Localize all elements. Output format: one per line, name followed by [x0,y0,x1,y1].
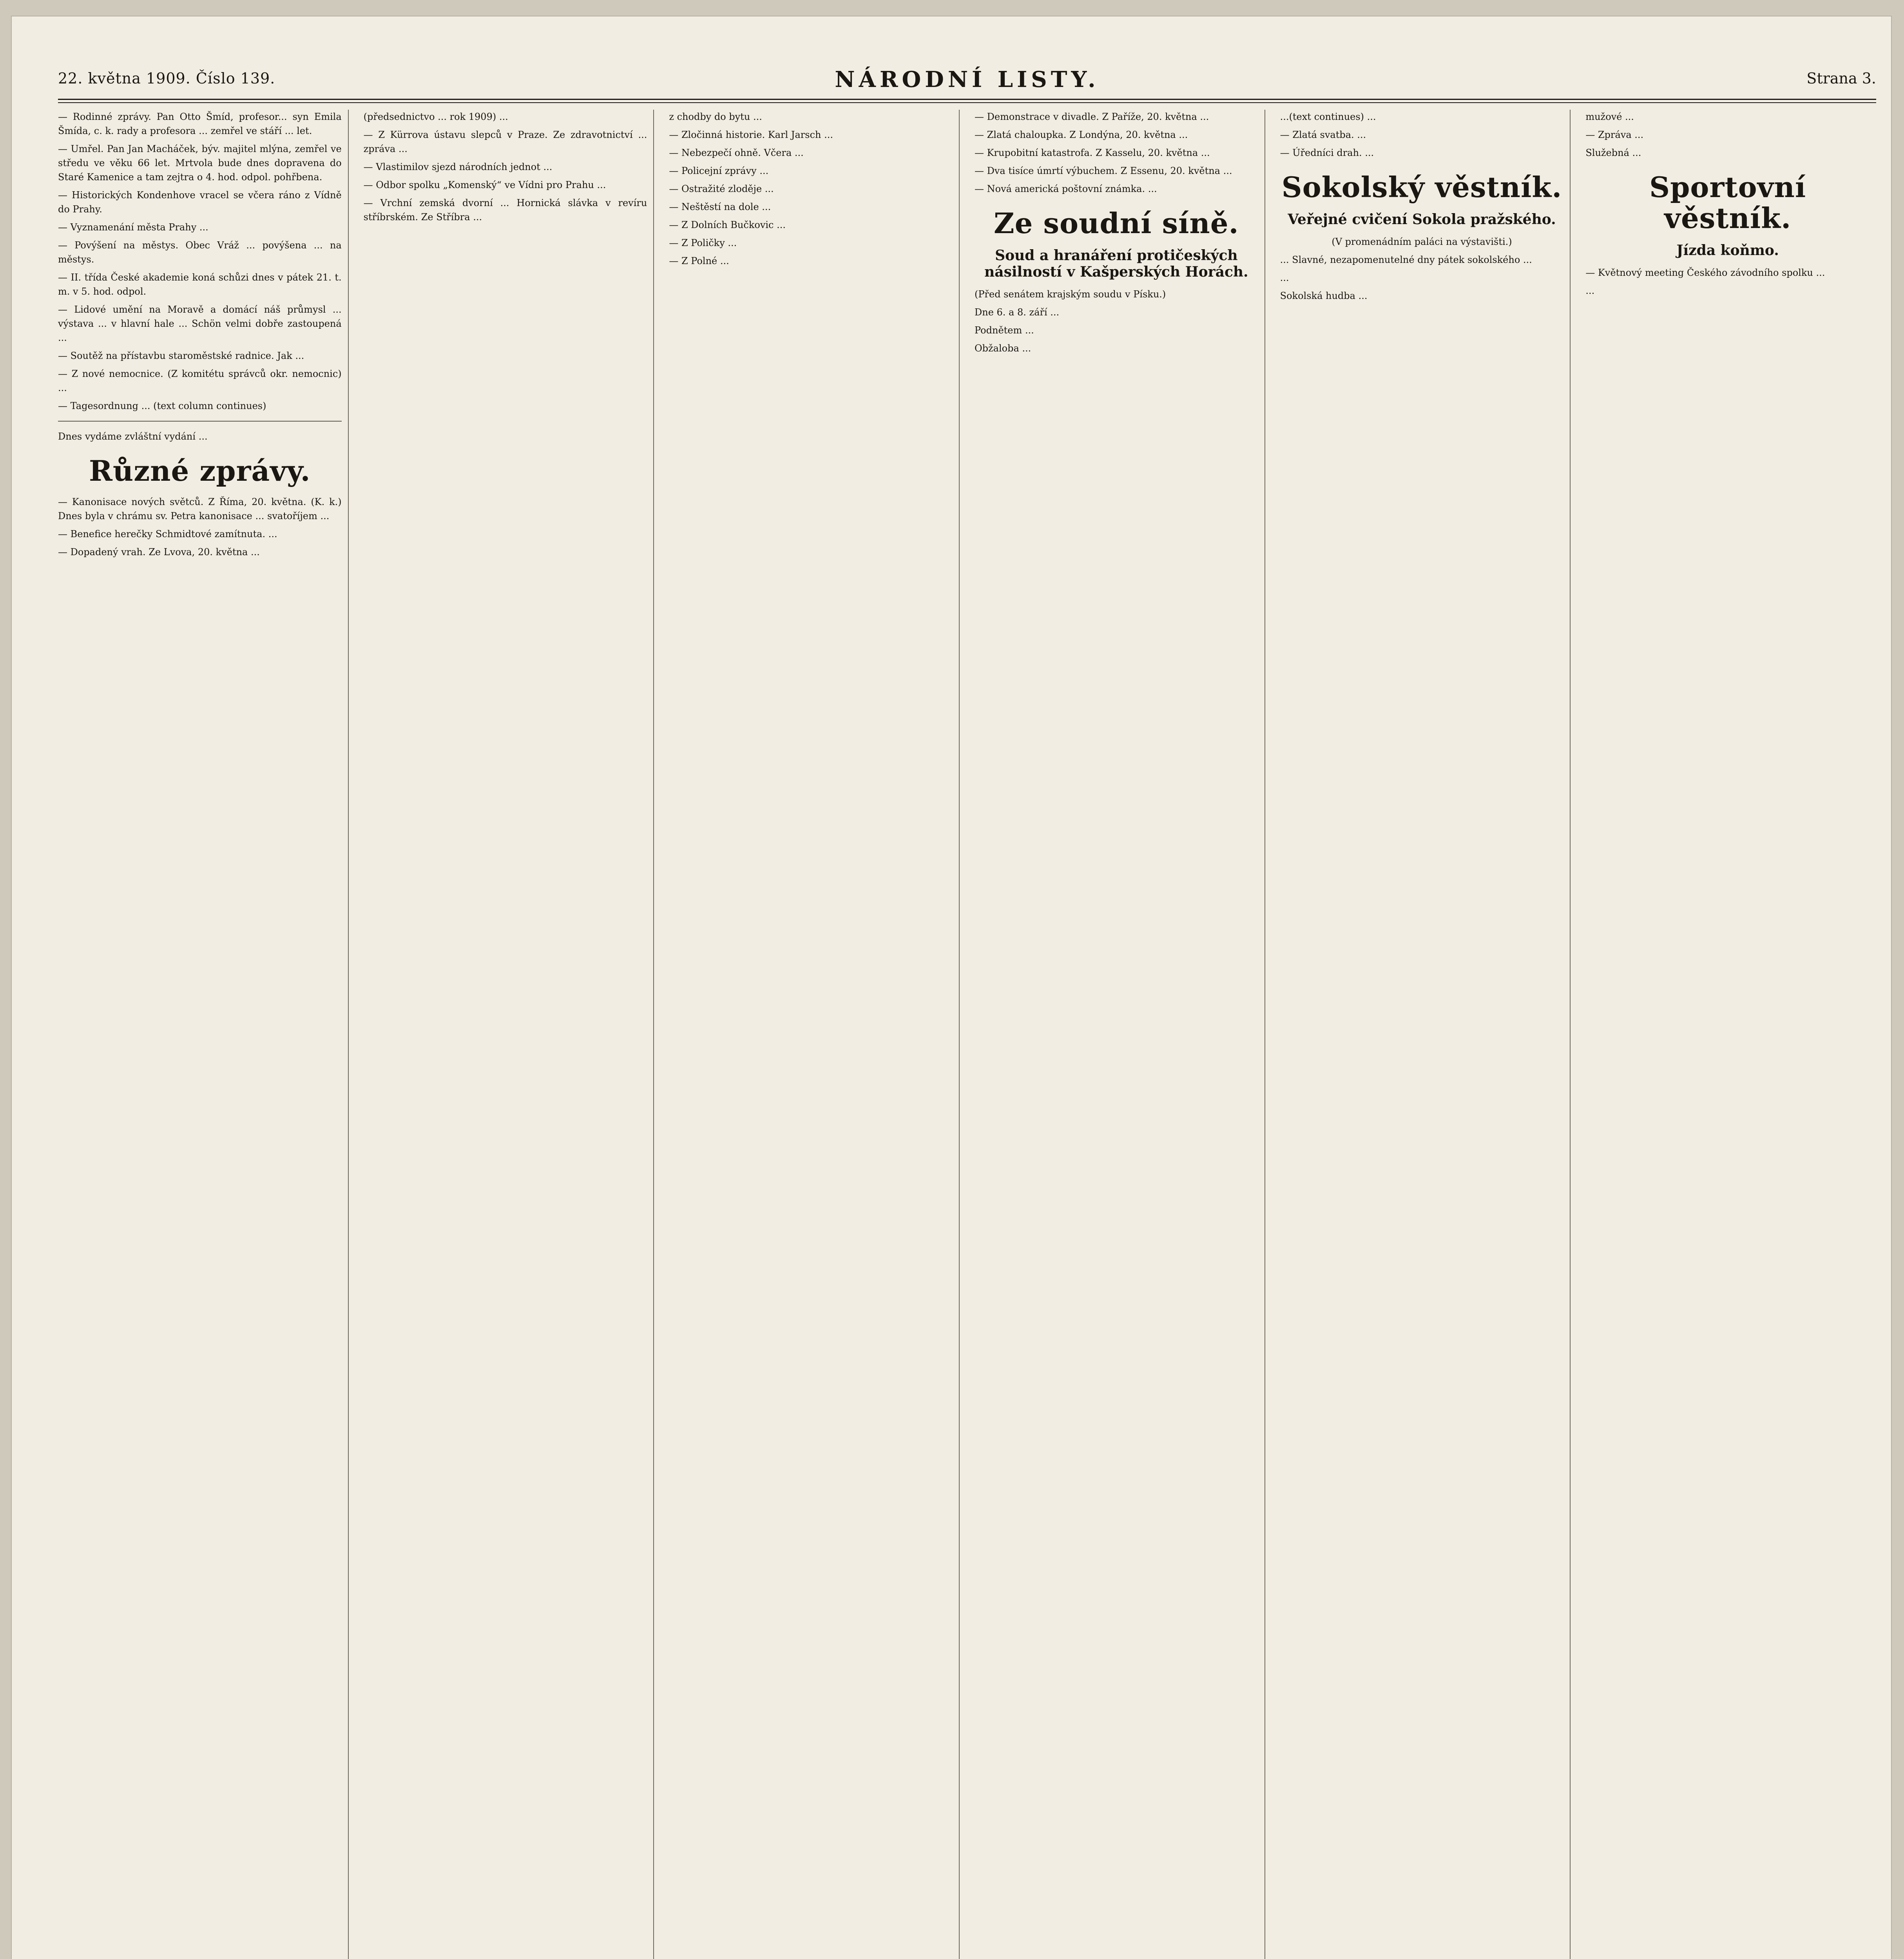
c4-p4: — Dva tisíce úmrtí výbuchem. Z Essenu, 20. května ... [975,165,1232,176]
section-subtitle: Veřejné cvičení Sokola pražského. [1288,211,1556,228]
c3-p6: — Neštěstí na dole ... [669,201,771,212]
c1-p8: — Soutěž na přístavbu staroměstské radnice. Jak ... [58,350,304,361]
c3-p8: — Z Poličky ... [669,237,737,248]
column-6 [1585,110,1876,1959]
c1-p7: — Lidové umění na Moravě a domácí náš průmysl ... výstava ... v hlavní hale ... Schön velmi dobře zastoupená ... [58,304,342,343]
c4-p3: — Krupobitní katastrofa. Z Kasselu, 20. května ... [975,147,1210,158]
c4-s3: Podnětem ... [975,325,1034,336]
c2-p2: — Z Kürrova ústavu slepců v Praze. Ze zdravotnictví ... zpráva ... [363,129,647,154]
newspaper-page [11,16,1892,1959]
c6-s1: — Květnový meeting Českého závodního spolku ... [1585,267,1825,279]
section-title: Sokolský věstník. [1281,170,1562,204]
column-4 [975,110,1265,1959]
masthead-title: NÁRODNÍ LISTY. [835,67,1100,92]
c2-p3: — Vlastimilov sjezd národních jednot ... [363,161,553,172]
c4-p2: — Zlatá chaloupka. Z Londýna, 20. května ... [975,129,1188,140]
c1-p1: — Rodinné zprávy. Pan Otto Šmíd, profesor... syn Emila Šmída, c. k. rady a profesora ... zemřel ve stáří ... let. [58,111,342,136]
c3-p9: — Z Polné ... [669,255,729,266]
column-3 [669,110,960,1959]
c1-p2: — Umřel. Pan Jan Macháček, býv. majitel mlýna, zemřel ve středu ve věku 66 let. Mrtvola bude dnes dopravena do Staré Kamenice a tam zejtra o 4. hod. odpol. pohřbena. [58,143,342,183]
header-rule [58,99,1876,103]
c5-s1: ... Slavné, nezapomenutelné dny pátek sokolského ... [1280,254,1532,266]
divider [58,421,342,422]
c4-s1: (Před senátem krajským soudu v Písku.) [975,289,1166,300]
section-subtitle: Jízda koňmo. [1676,242,1779,259]
section-title: Ze soudní síně. [994,206,1239,240]
c4-s4: Obžaloba ... [975,343,1031,354]
c6-p2: — Zpráva ... [1585,129,1644,140]
c3-p4: — Policejní zprávy ... [669,165,769,176]
c1-p10: — Tagesordnung ... (text column continues) [58,400,266,411]
header-left: 22. května 1909. Číslo 139. [58,70,275,87]
column-5 [1280,110,1571,1959]
c1-p3: — Historických Kondenhove vracel se včera ráno z Vídně do Prahy. [58,190,342,215]
section-title: Sportovní věstník. [1649,170,1806,235]
c1-notice: Dnes vydáme zvláštní vydání ... [58,431,208,442]
c1-p5: — Povýšení na městys. Obec Vráž ... povýšena ... na městys. [58,240,342,265]
c3-p2: — Zločinná historie. Karl Jarsch ... [669,129,833,140]
c1-bottom-2: — Benefice herečky Schmidtové zamítnuta. ... [58,529,277,540]
c5-s3: Sokolská hudba ... [1280,290,1368,302]
c2-p1: (předsednictvo ... rok 1909) ... [363,111,508,122]
c1-p6: — II. třída České akademie koná schůzi dnes v pátek 21. t. m. v 5. hod. odpol. [58,272,342,297]
c6-p1: mužové ... [1585,111,1634,122]
column-1 [58,110,349,1959]
c3-p3: — Nebezpečí ohně. Včera ... [669,147,804,158]
c3-p1: z chodby do bytu ... [669,111,762,122]
c5-p1: ...(text continues) ... [1280,111,1376,122]
c4-s2: Dne 6. a 8. září ... [975,307,1060,318]
c3-p5: — Ostražité zloděje ... [669,183,774,194]
c5-s2: ... [1280,272,1289,284]
c2-p4: — Odbor spolku „Komenský“ ve Vídni pro Prahu ... [363,179,606,190]
c3-p7: — Z Dolních Bučkovic ... [669,219,786,230]
c1-bottom-1: — Kanonisace nových světců. Z Říma, 20. května. (K. k.) Dnes byla v chrámu sv. Petra kanonisace ... svatoříjem ... [58,496,342,522]
c1-p4: — Vyznamenání města Prahy ... [58,222,208,233]
c5-p3: — Úředníci drah. ... [1280,147,1374,158]
c4-p5: — Nová americká poštovní známka. ... [975,183,1157,194]
c1-p9: — Z nové nemocnice. (Z komitétu správců okr. nemocnic) ... [58,368,342,393]
header-right: Strana 3. [1806,70,1876,87]
section-subtitle: Soud a hranáření protičeských násilností v Kašperských Horách. [984,247,1248,281]
page-header [58,67,1876,94]
c2-p5: — Vrchní zemská dvorní ... Hornická slávka v revíru stříbrském. Ze Stříbra ... [363,197,647,223]
section-intro: (V promenádním paláci na výstavišti.) [1332,236,1512,248]
column-2 [364,110,654,1959]
c6-p3: Služebná ... [1585,147,1641,158]
c1-bottom-3: — Dopadený vrah. Ze Lvova, 20. května ... [58,547,260,558]
c5-p2: — Zlatá svatba. ... [1280,129,1366,140]
c6-s2: ... [1585,285,1595,297]
section-title: Různé zprávy. [89,454,311,487]
columns [58,110,1876,1959]
c4-p1: — Demonstrace v divadle. Z Paříže, 20. května ... [975,111,1209,122]
